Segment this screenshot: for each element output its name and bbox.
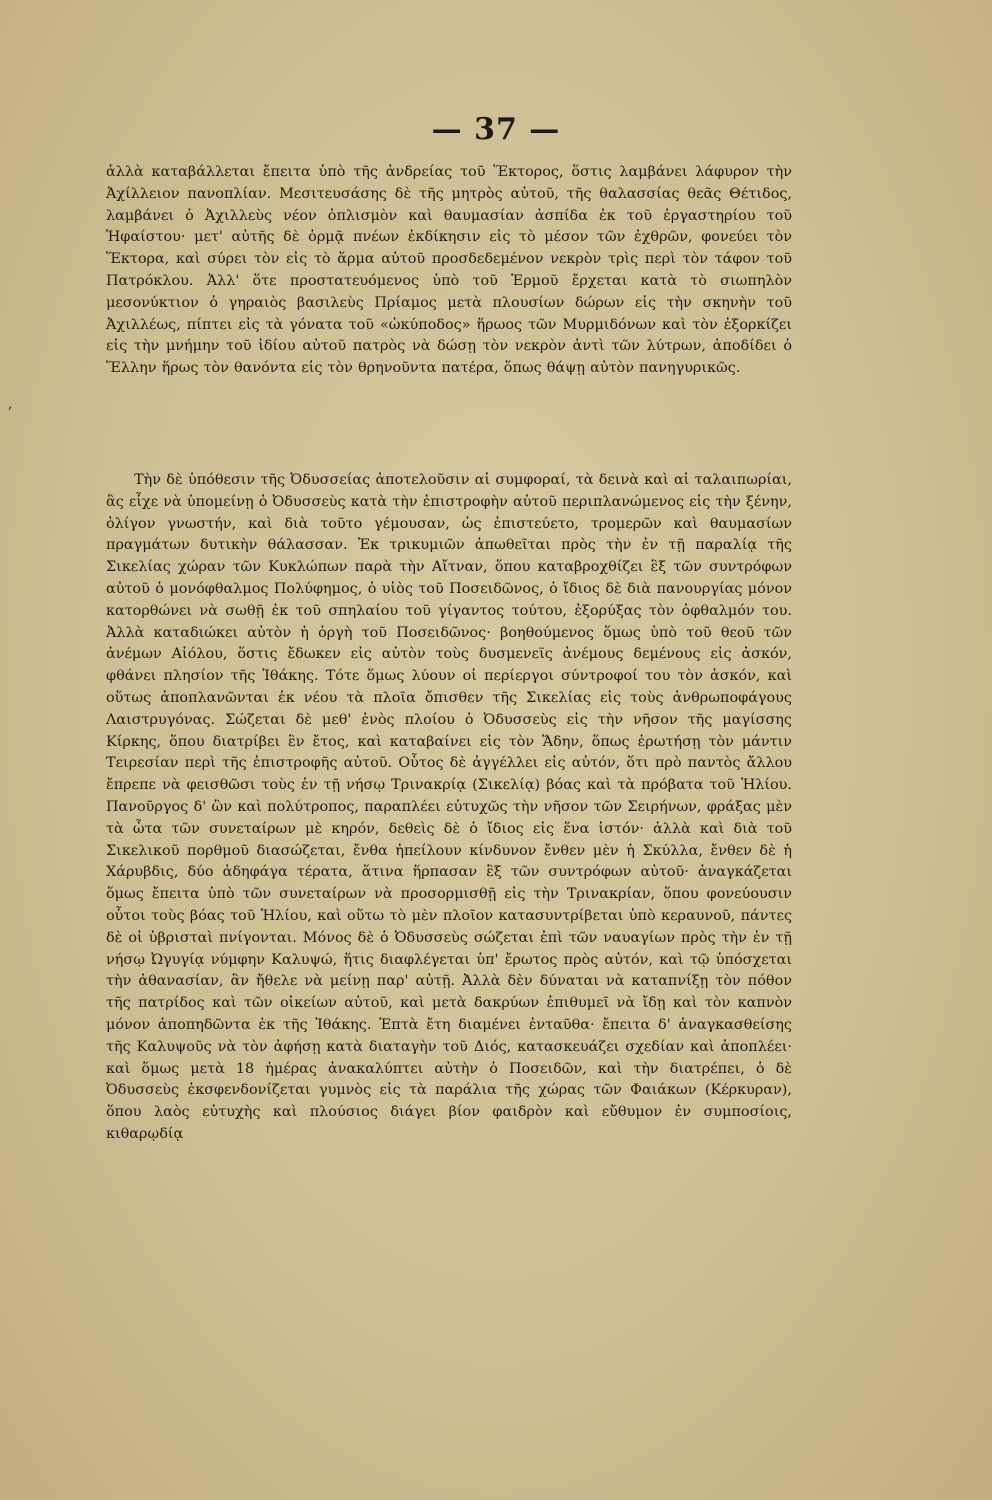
page-number: — 37 — — [431, 112, 561, 147]
paragraph-text: ἀλλὰ καταβάλλεται ἔπειτα ὑπὸ τῆς ἀνδρείας τοῦ Ἕκτορος, ὅστις λαμβάνει λάφυρον τὴν Ἀχίλλειον πανοπλίαν. Μεσιτευσάσης δὲ τῆς μητρὸς αὐτοῦ, τῆς θαλασσίας θεᾶς Θέτιδος, λαμβάνει ὁ Ἀχιλλεὺς νέον ὁπλισμὸν καὶ θαυμασίαν ἀσπίδα ἐκ τοῦ ἐργαστηρίου τοῦ Ἡφαίστου· μετ' αὐτῆς δὲ ὁρμᾷ πνέων ἐκδίκησιν εἰς τὸ μέσον τῶν ἐχθρῶν, φονεύει τὸν Ἕκτορα, καὶ σύρει τὸν εἰς τὸ ἅρμα αὐτοῦ προσδεδεμένον νεκρὸν τρὶς περὶ τὸν τάφον τοῦ Πατρόκλου. Ἀλλ' ὅτε προστατευόμενος ὑπὸ τοῦ Ἑρμοῦ ἔρχεται κατὰ τὸ σιωπηλὸν μεσονύκτιον ὁ γηραιὸς βασιλεὺς Πρίαμος μετὰ πλουσίων δώρων εἰς τὴν σκηνὴν τοῦ Ἀχιλλέως, πίπτει εἰς τὰ γόνατα τοῦ «ὠκύποδος» ἥρωος τῶν Μυρμιδόνων καὶ τὸν ἐξορκίζει εἰς τὴν μνήμην τοῦ ἰδίου αὐτοῦ πατρὸς νὰ δώσῃ τὸν νεκρὸν ἀντὶ τῶν λύτρων, ἀποδίδει ὁ Ἕλλην ἥρως τὸν θανόντα εἰς τὸν θρηνοῦντα πατέρα, ὅπως θάψῃ αὐτὸν πανηγυρικῶς. — [106, 164, 792, 377]
paragraph-iliad-summary — [106, 162, 792, 380]
paragraph-text: Τὴν δὲ ὑπόθεσιν τῆς Ὀδυσσείας ἀποτελοῦσιν αἱ συμφοραί, τὰ δεινὰ καὶ αἱ ταλαιπωρίαι, ἃς εἶχε νὰ ὑπομείνῃ ὁ Ὀδυσσεὺς κατὰ τὴν ἐπιστροφὴν αὐτοῦ περιπλανώμενος εἰς τὴν ξένην, ὀλίγον γνωστήν, καὶ διὰ τοῦτο γέμουσαν, ὡς ἐπιστεύετο, τρομερῶν καὶ θαυμασίων πραγμάτων δυτικὴν θάλασσαν. Ἐκ τρικυμιῶν ἀπωθεῖται πρὸς τὴν ἐν τῇ παραλίᾳ τῆς Σικελίας χώραν τῶν Κυκλώπων παρὰ τὴν Αἴτναν, ὅπου καταβροχθίζει ἓξ τῶν συντρόφων αὐτοῦ ὁ μονόφθαλμος Πολύφημος, ὁ υἱὸς τοῦ Ποσειδῶνος, ὁ ἴδιος δὲ διὰ πανουργίας μόνον κατορθώνει νὰ σωθῇ ἐκ τοῦ σπηλαίου τοῦ γίγαντος τούτου, ἐξορύξας τὸν ὀφθαλμόν του. Ἀλλὰ καταδιώκει αὐτὸν ἡ ὀργὴ τοῦ Ποσειδῶνος· βοηθούμενος ὅμως ὑπὸ τοῦ θεοῦ τῶν ἀνέμων Αἰόλου, ὅστις ἔδωκεν εἰς αὐτὸν τοὺς δυσμενεῖς ἀνέμους δεμένους εἰς ἀσκόν, φθάνει πλησίον τῆς Ἰθάκης. Τότε ὅμως λύουν οἱ περίεργοι σύντροφοί του τὸν ἀσκόν, καὶ οὕτως ἀποπλανῶνται ἐκ νέου τὰ πλοῖα ὄπισθεν τῆς Σικελίας εἰς τοὺς ἀνθρωποφάγους Λαιστρυγόνας. Σώζεται δὲ μεθ' ἑνὸς πλοίου ὁ Ὀδυσσεὺς εἰς τὴν νῆσον τῆς μαγίσσης Κίρκης, ὅπου διατρίβει ἓν ἔτος, καὶ καταβαίνει εἰς τὸν Ἅδην, ὅπως ἐρωτήσῃ τὸν μάντιν Τειρεσίαν περὶ τῆς ἐπιστροφῆς αὐτοῦ. Οὗτος δὲ ἀγγέλλει εἰς αὐτόν, ὅτι πρὸ παντὸς ἄλλου ἔπρεπε νὰ φεισθῶσι τοὺς ἐν τῇ νήσῳ Τρινακρίᾳ (Σικελίᾳ) βόας καὶ τὰ πρόβατα τοῦ Ἡλίου. Πανοῦργος δ' ὢν καὶ πολύτροπος, παραπλέει εὐτυχῶς τὴν νῆσον τῶν Σειρήνων, φράξας μὲν τὰ ὦτα τῶν συνεταίρων μὲ κηρόν, δεθεὶς δὲ ὁ ἴδιος εἰς ἕνα ἱστόν· ἀλλὰ καὶ διὰ τοῦ Σικελικοῦ πορθμοῦ διασώζεται, ἔνθα ἠπείλουν κίνδυνον ἔνθεν μὲν ἡ Σκύλλα, ἔνθεν δὲ ἡ Χάρυβδις, δύο ἀδηφάγα τέρατα, ἅτινα ἥρπασαν ἓξ τῶν συντρόφων αὐτοῦ· ἀναγκάζεται ὅμως ἔπειτα ὑπὸ τῶν συνεταίρων νὰ προσορμισθῇ εἰς τὴν Τρινακρίαν, ὅπου φονεύουσιν οὗτοι τοὺς βόας τοῦ Ἡλίου, καὶ οὕτω τὸ μὲν πλοῖον κατασυντρίβεται ὑπὸ κεραυνοῦ, πάντες δὲ οἱ ὑβρισταὶ πνίγονται. Μόνος δὲ ὁ Ὀδυσσεὺς σώζεται ἐπὶ τῶν ναυαγίων πρὸς τὴν ἐν τῇ νήσῳ Ὠγυγίᾳ νύμφην Καλυψώ, ἥτις διαφλέγεται ὑπ' ἔρωτος πρὸς αὐτόν, καὶ τῷ ὑπόσχεται τὴν ἀθανασίαν, ἂν ἤθελε νὰ μείνῃ παρ' αὐτῇ. Ἀλλὰ δὲν δύναται νὰ καταπνίξῃ τὸν πόθον τῆς πατρίδος καὶ τῶν οἰκείων αὐτοῦ, καὶ μετὰ δακρύων ἐπιθυμεῖ νὰ ἴδῃ καὶ τὸν καπνὸν μόνον ἀποπηδῶντα ἐκ τῆς Ἰθάκης. Ἑπτὰ ἔτη διαμένει ἐνταῦθα· ἔπειτα δ' ἀναγκασθείσης τῆς Καλυψοῦς νὰ τὸν ἀφήσῃ κατὰ διαταγὴν τοῦ Διός, κατασκευάζει σχεδίαν καὶ ἀποπλέει· καὶ ὅμως μετὰ 18 ἡμέρας ἀνακαλύπτει αὐτὴν ὁ Ποσειδῶν, καὶ τὴν διατρέπει, ὁ δὲ Ὀδυσσεὺς ἐκσφενδονίζεται γυμνὸς εἰς τὰ παράλια τῆς χώρας τῶν Φαιάκων (Κέρκυραν), ὅπου λαὸς εὐτυχὴς καὶ πλούσιος διάγει βίον φαιδρὸν καὶ εὔθυμον ἐν συμποσίοις, κιθαρῳδίᾳ — [106, 472, 792, 1142]
paragraph-odyssey-summary — [106, 470, 792, 1146]
margin-mark: , — [8, 396, 13, 412]
